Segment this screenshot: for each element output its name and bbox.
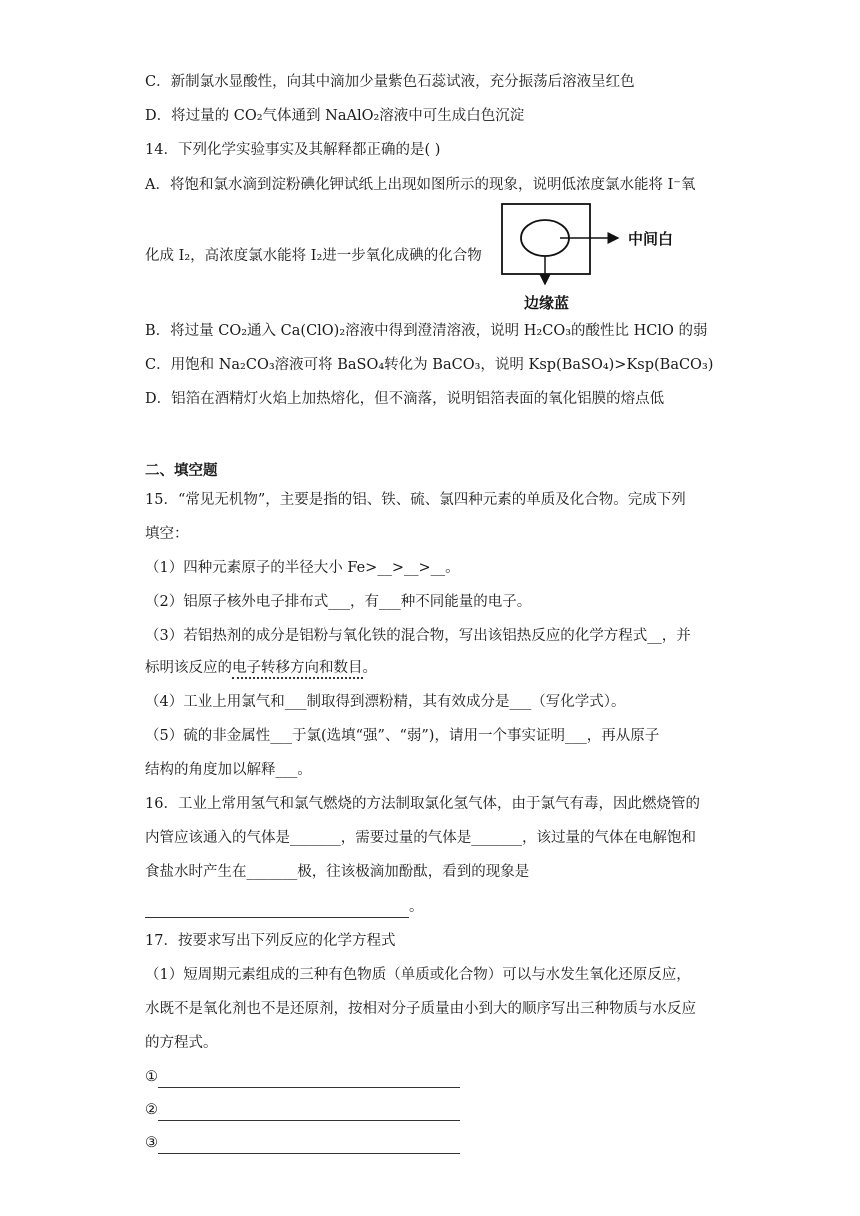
q17-part1-line2: 水既不是氧化剂也不是还原剂，按相对分子质量由小到大的顺序写出三种物质与水反应 — [145, 1001, 696, 1017]
q14-option-b: B．将过量 CO₂通入 Ca(ClO)₂溶液中得到澄清溶液，说明 H₂CO₃的酸性比 HClO 的弱 — [145, 323, 708, 339]
q16-line4 — [145, 897, 424, 918]
q17-part1-line1: （1）短周期元素组成的三种有色物质（单质或化合物）可以与水发生氧化还原反应， — [145, 967, 691, 983]
q17-blank-2-line — [158, 1100, 460, 1121]
q13-option-d: D．将过量的 CO₂气体通到 NaAlO₂溶液中可生成白色沉淀 — [145, 108, 525, 124]
q16-line2: 内管应该通入的气体是_______，需要过量的气体是_______，该过量的气体在电解饱和 — [145, 830, 696, 846]
q15-part3-line2 — [145, 658, 377, 678]
q15-stem-line1: 15．“常见无机物”，主要是指的铝、铁、硫、氯四种元素的单质及化合物。完成下列 — [145, 492, 686, 508]
q14-option-a-line2: 化成 I₂，高浓度氯水能将 I₂进一步氧化成碘的化合物 — [145, 248, 482, 264]
q15-part2: （2）铝原子核外电子排布式___，有___种不同能量的电子。 — [145, 594, 532, 610]
q15-part5-line2: 结构的角度加以解释___。 — [145, 762, 312, 778]
q15-stem-line2: 填空： — [145, 526, 189, 542]
q14-option-c: C．用饱和 Na₂CO₃溶液可将 BaSO₄转化为 BaCO₃，说明 Ksp(BaSO₄)>Ksp(BaCO₃) — [145, 357, 714, 373]
q17-blank-1-line — [158, 1067, 460, 1088]
q17-stem: 17．按要求写出下列反应的化学方程式 — [145, 933, 396, 949]
q15-part1: （1）四种元素原子的半径大小 Fe>__>__>__。 — [145, 560, 460, 576]
label-edge-blue: 边缘蓝 — [524, 294, 570, 312]
label-center-white: 中间白 — [628, 230, 674, 248]
section-title: 二、填空题 — [145, 463, 218, 479]
q14-option-a-line1: A．将饱和氯水滴到淀粉碘化钾试纸上出现如图所示的现象，说明低浓度氯水能将 I⁻氧 — [145, 177, 696, 193]
q14-stem: 14．下列化学实验事实及其解释都正确的是( ) — [145, 142, 441, 158]
test-paper-diagram — [500, 202, 700, 317]
q17-blank-2-label: ② — [145, 1102, 158, 1118]
q16-line3: 食盐水时产生在_______极，往该极滴加酚酞，看到的现象是 — [145, 864, 530, 880]
q17-blank-1 — [145, 1067, 460, 1088]
q15-part5-line1: （5）硫的非金属性___于氯(选填“强”、“弱”)，请用一个事实证明___，再从原子 — [145, 728, 660, 744]
q16-end-period: 。 — [409, 899, 424, 915]
q17-blank-3-line — [158, 1133, 460, 1154]
q17-blank-3-label: ③ — [145, 1135, 158, 1151]
q16-line1: 16．工业上常用氢气和氯气燃烧的方法制取氯化氢气体，由于氯气有毒，因此燃烧管的 — [145, 796, 700, 812]
q17-blank-3 — [145, 1133, 460, 1154]
q17-blank-2 — [145, 1100, 460, 1121]
q17-blank-1-label: ① — [145, 1069, 158, 1085]
q15-part3-emphasis: 电子转移方向和数目 — [232, 660, 363, 679]
test-paper-rect — [502, 204, 590, 274]
q15-part3-prefix: 标明该反应的 — [145, 660, 232, 676]
q15-part3-suffix: 。 — [362, 660, 377, 676]
q14-option-d: D．铝箔在酒精灯火焰上加热熔化，但不滴落，说明铝箔表面的氧化铝膜的熔点低 — [145, 391, 665, 407]
q15-part4: （4）工业上用氯气和___制取得到漂粉精，其有效成分是___（写化学式）。 — [145, 694, 626, 710]
q15-part3-line1: （3）若铝热剂的成分是铝粉与氧化铁的混合物，写出该铝热反应的化学方程式__，并 — [145, 628, 691, 644]
q16-answer-blank — [145, 897, 409, 918]
q13-option-c: C．新制氯水显酸性，向其中滴加少量紫色石蕊试液，充分振荡后溶液呈红色 — [145, 74, 635, 90]
q17-part1-line3: 的方程式。 — [145, 1035, 218, 1051]
